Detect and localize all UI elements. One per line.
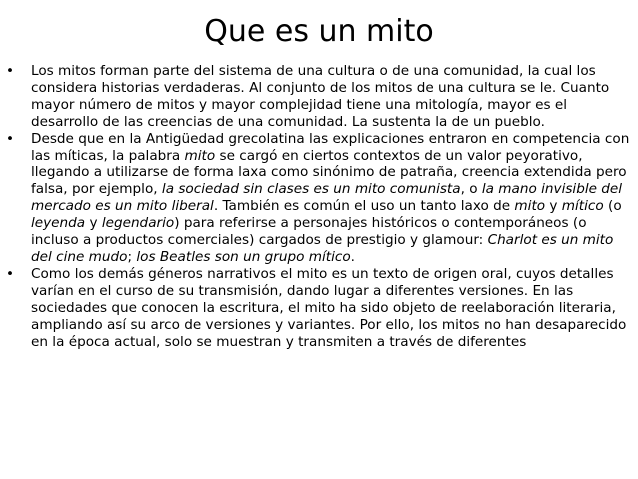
- text-segment: se cargó en ciertos contextos de un valor peyorativo, llegando a utilizarse de forma laxa como sinónimo de patraña, creencia extendida pero falsa, por ejemplo,: [31, 147, 627, 198]
- text-segment: y: [545, 198, 562, 215]
- bullet-item: [4, 63, 634, 131]
- bullet-text: [31, 266, 634, 351]
- italic-text-segment: mito: [184, 147, 216, 164]
- italic-text-segment: Charlot es un mito del cine mudo: [31, 232, 614, 265]
- italic-text-segment: la sociedad sin clases es un mito comunista: [161, 181, 461, 198]
- text-segment: ) para referirse a personajes históricos o contemporáneos (o incluso a productos comerciales) cargados de prestigio y glamour:: [31, 215, 587, 249]
- italic-text-segment: legendario: [101, 215, 175, 232]
- text-segment: , o: [460, 181, 482, 198]
- text-segment: . También es común el uso un tanto laxo de: [213, 198, 515, 215]
- text-segment: .: [350, 248, 355, 265]
- text-segment: Los mitos forman parte del sistema de una cultura o de una comunidad, la cual los considera historias verdaderas. Al conjunto de los mitos de una cultura se le. Cuanto mayor número de mitos y mayor complejidad tiene una mitología, mayor es el desarrollo de las creencias de una comunidad. La sustenta la de un pueblo.: [31, 63, 610, 130]
- italic-text-segment: mito: [514, 198, 546, 215]
- text-segment: Desde que en la Antigüedad grecolatina las explicaciones entraron en competencia con las míticas, la palabra: [31, 130, 630, 164]
- text-segment: y: [85, 215, 102, 232]
- italic-text-segment: la mano invisible del mercado es un mito liberal: [31, 181, 623, 215]
- bullet-list: [4, 63, 634, 350]
- bullet-item: [4, 266, 634, 351]
- italic-text-segment: mítico: [561, 198, 604, 215]
- bullet-text: [31, 63, 634, 131]
- bullet-icon: •: [6, 130, 15, 147]
- italic-text-segment: los Beatles son un grupo mítico: [136, 248, 351, 265]
- bullet-icon: •: [6, 265, 15, 282]
- text-segment: ;: [127, 248, 137, 265]
- bullet-icon: •: [6, 63, 15, 79]
- bullet-item: [4, 131, 634, 266]
- slide-title: Que es un mito: [204, 14, 434, 49]
- text-segment: (o: [603, 198, 622, 215]
- text-segment: Como los demás géneros narrativos el mito es un texto de origen oral, cuyos detalles varían en el curso de su transmisión, dando lugar a diferentes versiones. En las sociedades que conocen la escritura, el mito ha sido objeto de reelaboración literaria, ampliando así su arco de versiones y variantes. Por ello, los mitos no han desaparecido en la época actual, solo se muestran y transmiten a través de diferentes: [31, 265, 627, 350]
- bullet-text: [31, 131, 634, 266]
- italic-text-segment: leyenda: [31, 215, 86, 232]
